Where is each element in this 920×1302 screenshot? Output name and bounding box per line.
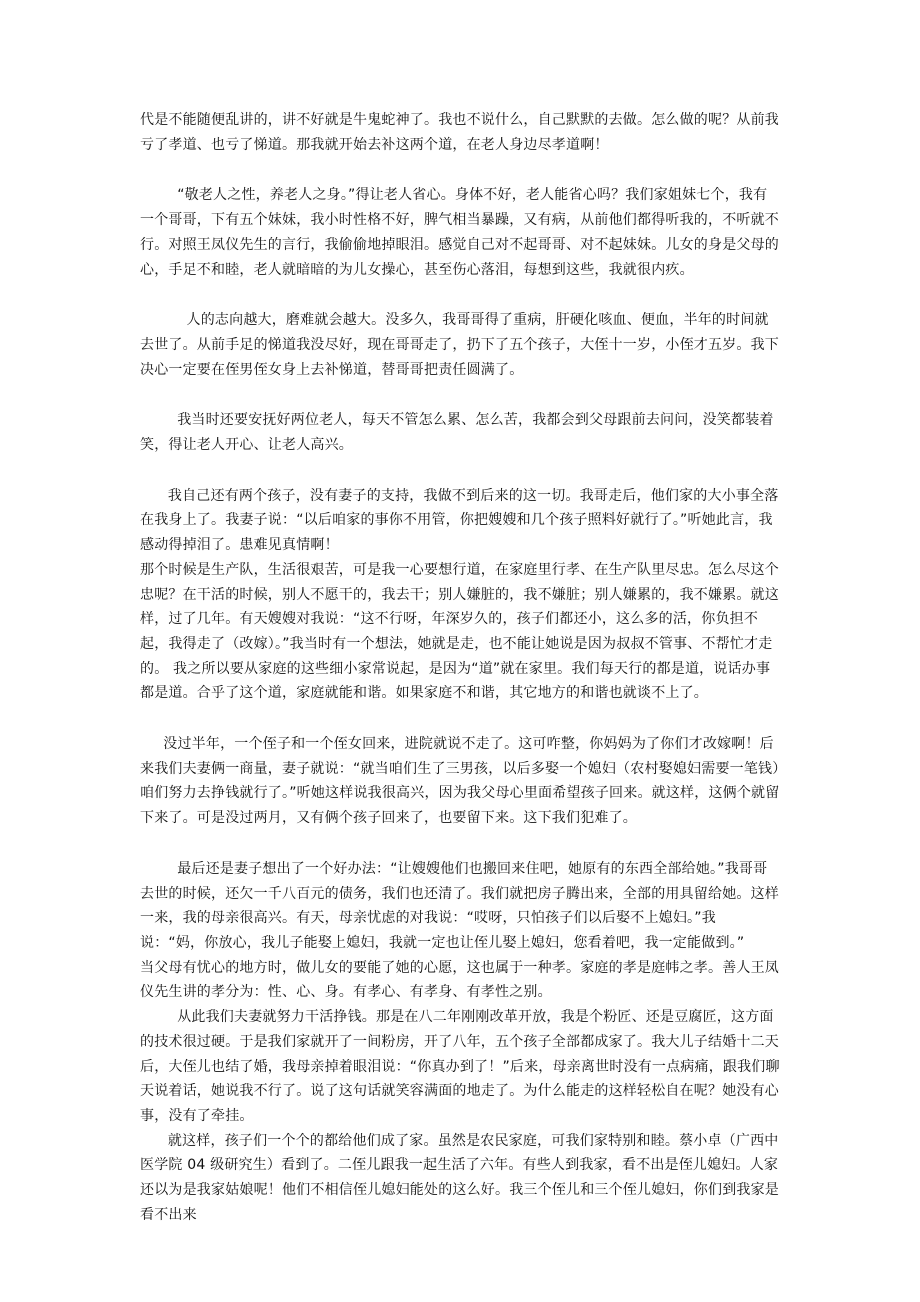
paragraph-gap [140,282,780,308]
paragraph-9: 当父母有忧心的地方时，做儿女的要能了她的心愿，这也属于一种孝。家庭的孝是庭帏之孝。善人王凤仪先生讲的孝分为：性、心、身。有孝心、有孝身、有孝性之别。 [140,959,779,1001]
paragraph-10: 从此我们夫妻就努力干活挣钱。那是在八二年刚刚改革开放，我是个粉匠、还是豆腐匠，这方面的技术很过硬。于是我们家就开了一间粉房，开了八年，五个孩子全部都成家了。我大儿子结婚十二天后，大侄儿也结了婚，我母亲掉着眼泪说：“你真办到了！”后来，母亲离世时没有一点病痛，跟我们聊天说着话，她说我不行了。说了这句话就笑容满面的地走了。为什么能走的这样轻松自在呢？她没有心事，没有了牵挂。 [140,1009,780,1124]
paragraph-11: 就这样，孩子们一个个的都给他们成了家。虽然是农民家庭，可我们家特别和睦。蔡小卓（广西中医学院 04 级研究生）看到了。二侄儿跟我一起生活了六年。有些人到我家，看不出是侄儿媳妇。人家还以为是我家姑娘呢！他们不相信侄儿媳妇能处的这么好。我三个侄儿和三个侄儿媳妇，你们到我家是看不出来 [140,1132,779,1223]
paragraph-gap [140,706,780,732]
paragraph-gap [140,831,780,857]
document-body [140,108,780,1227]
paragraph-3: 人的志向越大，磨难就会越大。没多久，我哥哥得了重病，肝硬化咳血、便血，半年的时间就去世了。从前手足的悌道我没尽好，现在哥哥走了，扔下了五个孩子，大侄十一岁，小侄才五岁。我下决心一定要在侄男侄女身上去补悌道，替哥哥把责任圆满了。 [140,312,779,378]
paragraph-gap [140,382,780,408]
paragraph-1: 代是不能随便乱讲的，讲不好就是牛鬼蛇神了。我也不说什么，自己默默的去做。怎么做的呢？从前我亏了孝道、也亏了悌道。那我就开始去补这两个道，在老人身边尽孝道啊！ [140,112,779,153]
paragraph-8: 最后还是妻子想出了一个好办法：“让嫂嫂他们也搬回来住吧，她原有的东西全部给她。”我哥哥去世的时候，还欠一千八百元的债务，我们也还清了。我们就把房子腾出来，全部的用具留给她。这样一来，我的母亲很高兴。有天，母亲忧虑的对我说：“哎呀，只怕孩子们以后娶不上媳妇。”我说：“妈，你放心，我儿子能娶上媳妇，我就一定也让侄儿娶上媳妇，您看着吧，我一定能做到。” [140,860,779,951]
paragraph-4: 我当时还要安抚好两位老人，每天不管怎么累、怎么苦，我都会到父母跟前去问问，没笑都装着笑，得让老人开心、让老人高兴。 [140,412,774,454]
paragraph-2: “敬老人之性，养老人之身。”得让老人省心。身体不好，老人能省心吗？我们家姐妹七个，我有一个哥哥，下有五个妹妹，我小时性格不好，脾气相当暴躁，又有病，从前他们都得听我的，不听就不行。对照王凤仪先生的言行，我偷偷地掉眼泪。感觉自己对不起哥哥、对不起妹妹。儿女的身是父母的心，手足不和睦，老人就暗暗的为儿女操心，甚至伤心落泪，每想到这些，我就很内疚。 [140,187,779,278]
paragraph-6: 那个时候是生产队，生活很艰苦，可是我一心要想行道，在家庭里行孝、在生产队里尽忠。怎么尽这个忠呢？在干活的时候，别人不愿干的，我去干；别人嫌脏的，我不嫌脏；别人嫌累的，我不嫌累。就这样，过了几年。有天嫂嫂对我说：“这不行呀，年深岁久的，孩子们都还小，这么多的活，你负担不起，我得走了（改嫁）。”我当时有一个想法，她就是走，也不能让她说是因为叔叔不管事、不帮忙才走的。 我之所以要从家庭的这些细小家常说起，是因为“道”就在家里。我们每天行的都是道，说话办事都是道。合乎了这个道，家庭就能和谐。如果家庭不和谐，其它地方的和谐也就谈不上了。 [140,561,779,702]
paragraph-5: 我自己还有两个孩子，没有妻子的支持，我做不到后来的这一切。我哥走后，他们家的大小事全落在我身上了。我妻子说：“以后咱家的事你不用管，你把嫂嫂和几个孩子照料好就行了。”听她此言，我感动得掉泪了。患难见真情啊！ [140,487,779,554]
paragraph-7: 没过半年，一个侄子和一个侄女回来，进院就说不走了。这可咋整，你妈妈为了你们才改嫁啊！后来我们夫妻俩一商量，妻子就说：“就当咱们生了三男孩，以后多娶一个媳妇（农村娶媳妇需要一笔钱）咱们努力去挣钱就行了。”听她这样说我很高兴，因为我父母心里面希望孩子回来。就这样，这俩个就留下来了。可是没过两月，又有俩个孩子回来了，也要留下来。这下我们犯难了。 [140,736,780,827]
paragraph-gap [140,157,780,183]
paragraph-gap [140,458,780,484]
